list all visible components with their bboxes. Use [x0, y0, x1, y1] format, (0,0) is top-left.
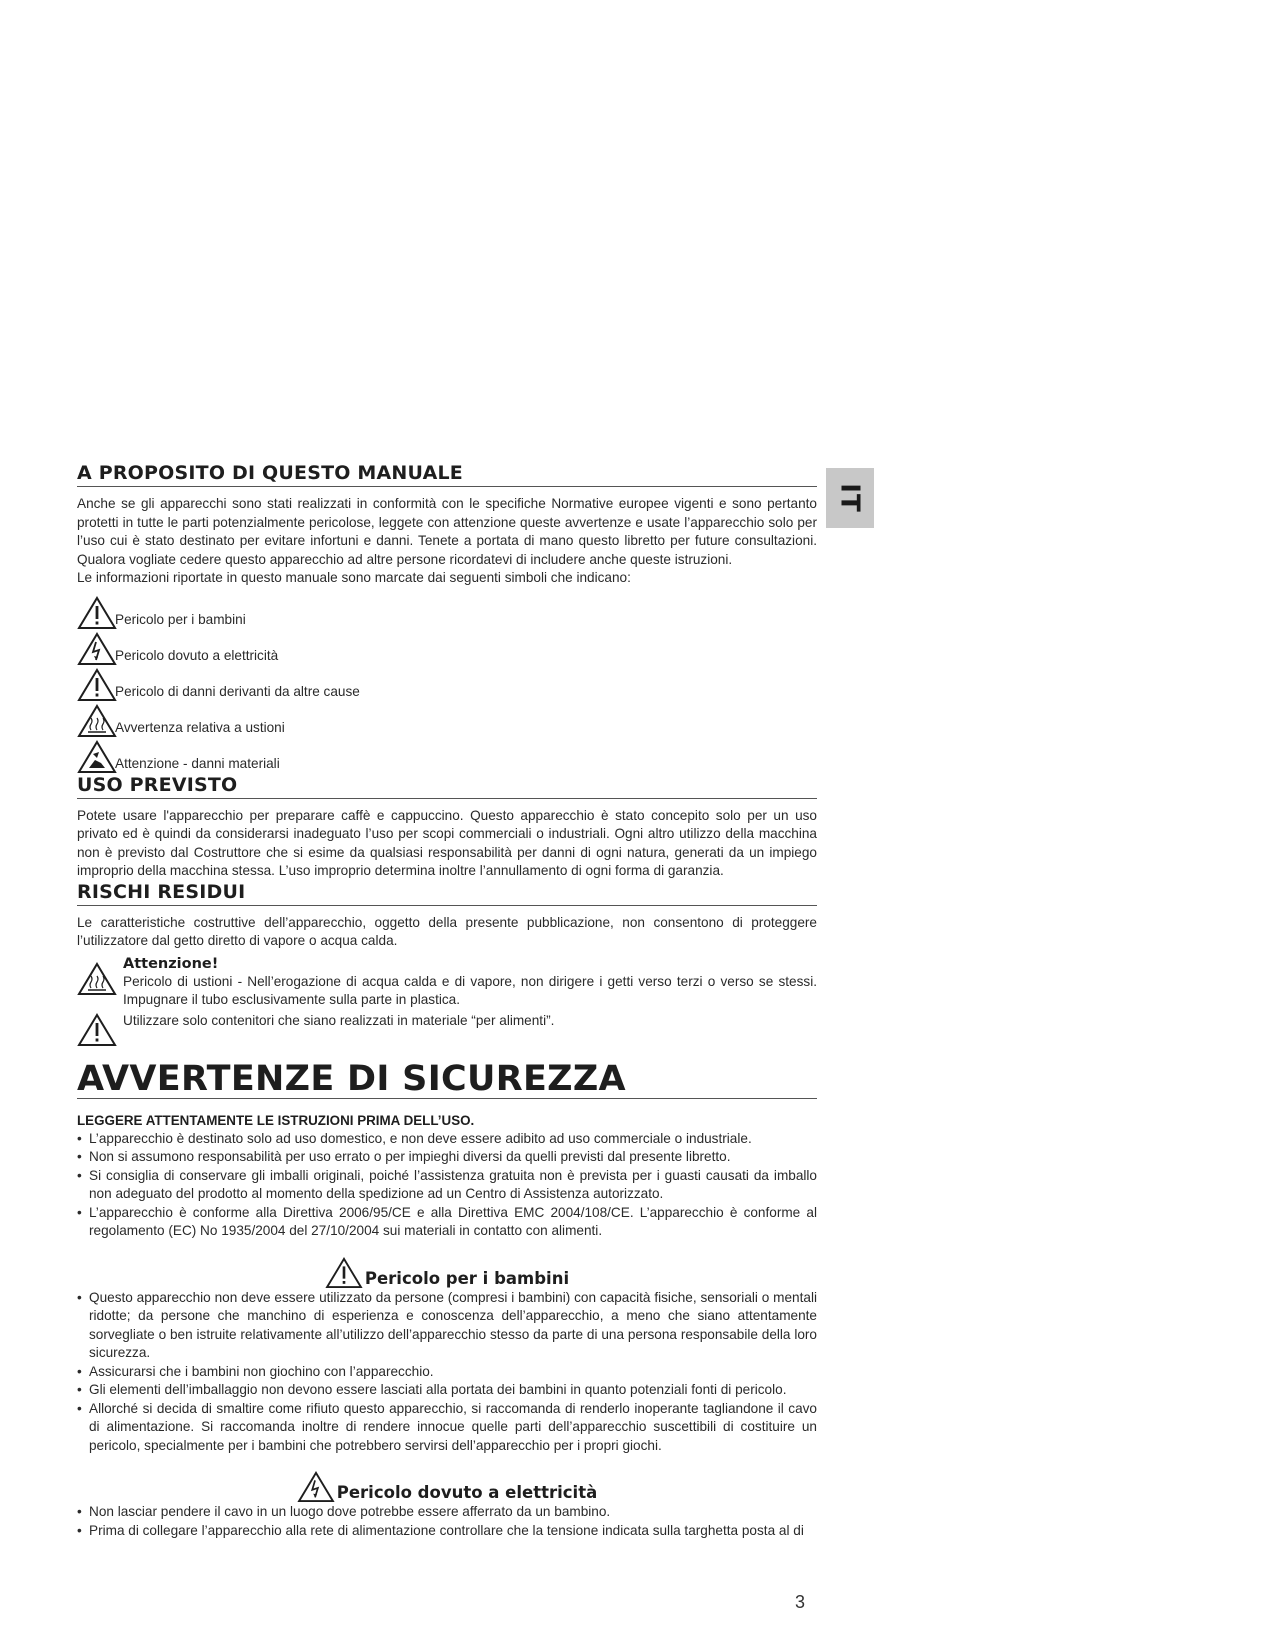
exclamation-warning-icon [325, 1257, 363, 1289]
hot-surface-warning-icon [77, 704, 117, 738]
warning-title: Attenzione! [123, 955, 219, 972]
electric-danger-title: Pericolo dovuto a elettricità [336, 1483, 598, 1502]
about-symbols-intro: Le informazioni riportate in questo manuale sono marcate dai seguenti simboli che indicano: [77, 570, 631, 585]
list-item: • Gli elementi dell’imballaggio non devono essere lasciati alla portata dei bambini in quanto potenziali fonti di pericolo. [77, 1381, 817, 1400]
symbol-item [77, 594, 817, 630]
hot-surface-warning-icon [77, 961, 117, 997]
symbol-item [77, 666, 817, 702]
material-damage-warning-icon [77, 740, 117, 774]
section-title-residual-risks: RISCHI RESIDUI [77, 881, 817, 906]
children-bullet-list [77, 1289, 817, 1456]
electric-danger-heading [77, 1471, 817, 1503]
list-item: • Questo apparecchio non deve essere utilizzato da persone (compresi i bambini) con capacità fisiche, sensoriali o mentali ridotte; da persone che manchino di esperienza e conoscenza dell’apparecchio, a meno che siano attentamente sorvegliate o ben istruite relativamente all’utilizzo dell’apparecchio stesso da parte di una persona responsabile della loro sicurezza. [77, 1289, 817, 1363]
electric-warning-icon [77, 632, 117, 666]
electric-bullet-list [77, 1503, 817, 1540]
residual-risks-paragraph: Le caratteristiche costruttive dell’apparecchio, oggetto della presente pubblicazione, non consentono di proteggere l’utilizzatore dal getto diretto di vapore o acqua calda. [77, 914, 817, 948]
symbol-label: Pericolo per i bambini [115, 611, 246, 627]
warning-body: Pericolo di ustioni - Nell’erogazione di acqua calda e di vapore, non dirigere i getti verso terzi o verso se stessi. Impugnare il tubo esclusivamente sulla parte in plastica. [123, 973, 817, 1007]
food-container-note-block [77, 1012, 817, 1048]
food-container-note [123, 1012, 817, 1048]
list-item: • Prima di collegare l’apparecchio alla rete di alimentazione controllare che la tensione indicata sulla targhetta posta al di [77, 1522, 817, 1541]
exclamation-warning-icon [77, 1012, 117, 1048]
section-title-about: A PROPOSITO DI QUESTO MANUALE [77, 462, 817, 487]
exclamation-warning-icon [77, 668, 117, 702]
electric-warning-icon [297, 1471, 335, 1503]
symbol-item [77, 702, 817, 738]
burn-warning-block [77, 955, 817, 1010]
intended-use-paragraph: Potete usare l'apparecchio per preparare caffè e cappuccino. Questo apparecchio è stato concepito solo per un uso privato ed è quindi da considerarsi inadeguato l’uso per scopi commerciali o industriali. Ogni altro utilizzo della macchina non è previsto dal Costruttore che si esime da qualsiasi responsabilità per danni di ogni natura, generati da un impiego improprio della macchina stessa. L’uso improprio determina inoltre l’annullamento di ogni forma di garanzia. [77, 807, 817, 878]
burn-warning-text [123, 955, 817, 1010]
about-paragraph: Anche se gli apparecchi sono stati realizzati in conformità con le specifiche Normative europee vigenti e sono pertanto protetti in tutte le parti potenzialmente pericolose, leggete con attenzione queste avvertenze e usate l’apparecchio solo per l’uso cui è stato destinato per evitare infortuni e danni. Tenete a portata di mano questo libretto per future consultazioni. Qualora vogliate cedere questo apparecchio ad altre persone ricordatevi di includere anche queste istruzioni. [77, 496, 817, 567]
symbol-label: Attenzione - danni materiali [115, 755, 280, 771]
symbol-item [77, 630, 817, 666]
section-title-safety: AVVERTENZE DI SICUREZZA [77, 1060, 817, 1099]
exclamation-warning-icon [77, 596, 117, 630]
symbol-item [77, 738, 817, 774]
content-column [77, 462, 817, 1540]
children-danger-title: Pericolo per i bambini [364, 1268, 570, 1288]
safety-bullet-list [77, 1130, 817, 1241]
page-number: 3 [795, 1592, 806, 1612]
symbol-label: Pericolo di danni derivanti da altre cause [115, 683, 360, 699]
symbol-label: Pericolo dovuto a elettricità [115, 647, 279, 663]
section-title-intended-use: USO PREVISTO [77, 774, 817, 799]
symbol-label: Avvertenza relativa a ustioni [115, 719, 285, 735]
list-item: • L’apparecchio è destinato solo ad uso domestico, e non deve essere adibito ad uso commerciale o industriale. [77, 1130, 817, 1149]
list-item: • Assicurarsi che i bambini non giochino con l’apparecchio. [77, 1363, 817, 1382]
list-item: • Si consiglia di conservare gli imballi originali, poiché l’assistenza gratuita non è prevista per i guasti causati da imballo non adeguato del prodotto al momento della spedizione ad un Centro di Assistenza autorizzato. [77, 1167, 817, 1204]
list-item: • Allorché si decida di smaltire come rifiuto questo apparecchio, si raccomanda di renderlo inoperante tagliandone il cavo di alimentazione. Si raccomanda inoltre di rendere innocue quelle parti dell’apparecchio suscettibili di costituire un pericolo, specialmente per i bambini che potrebbero servirsi dell’apparecchio per i propri giochi. [77, 1400, 817, 1456]
symbol-list [77, 594, 817, 774]
list-item: • Non lasciar pendere il cavo in un luogo dove potrebbe essere afferrato da un bambino. [77, 1503, 817, 1522]
list-item: • Non si assumono responsabilità per uso errato o per impieghi diversi da quelli previsti dal presente libretto. [77, 1148, 817, 1167]
safety-lead: LEGGERE ATTENTAMENTE LE ISTRUZIONI PRIMA DELL’USO. [77, 1112, 475, 1128]
children-danger-heading [77, 1257, 817, 1289]
language-code: IT [834, 483, 865, 513]
language-tab [826, 468, 874, 528]
note-body: Utilizzare solo contenitori che siano realizzati in materiale “per alimenti”. [123, 1012, 555, 1028]
list-item: • L’apparecchio è conforme alla Direttiva 2006/95/CE e alla Direttiva EMC 2004/108/CE. L’apparecchio è conforme al regolamento (EC) No 1935/2004 del 27/10/2004 sui materiali in contatto con alimenti. [77, 1204, 817, 1241]
